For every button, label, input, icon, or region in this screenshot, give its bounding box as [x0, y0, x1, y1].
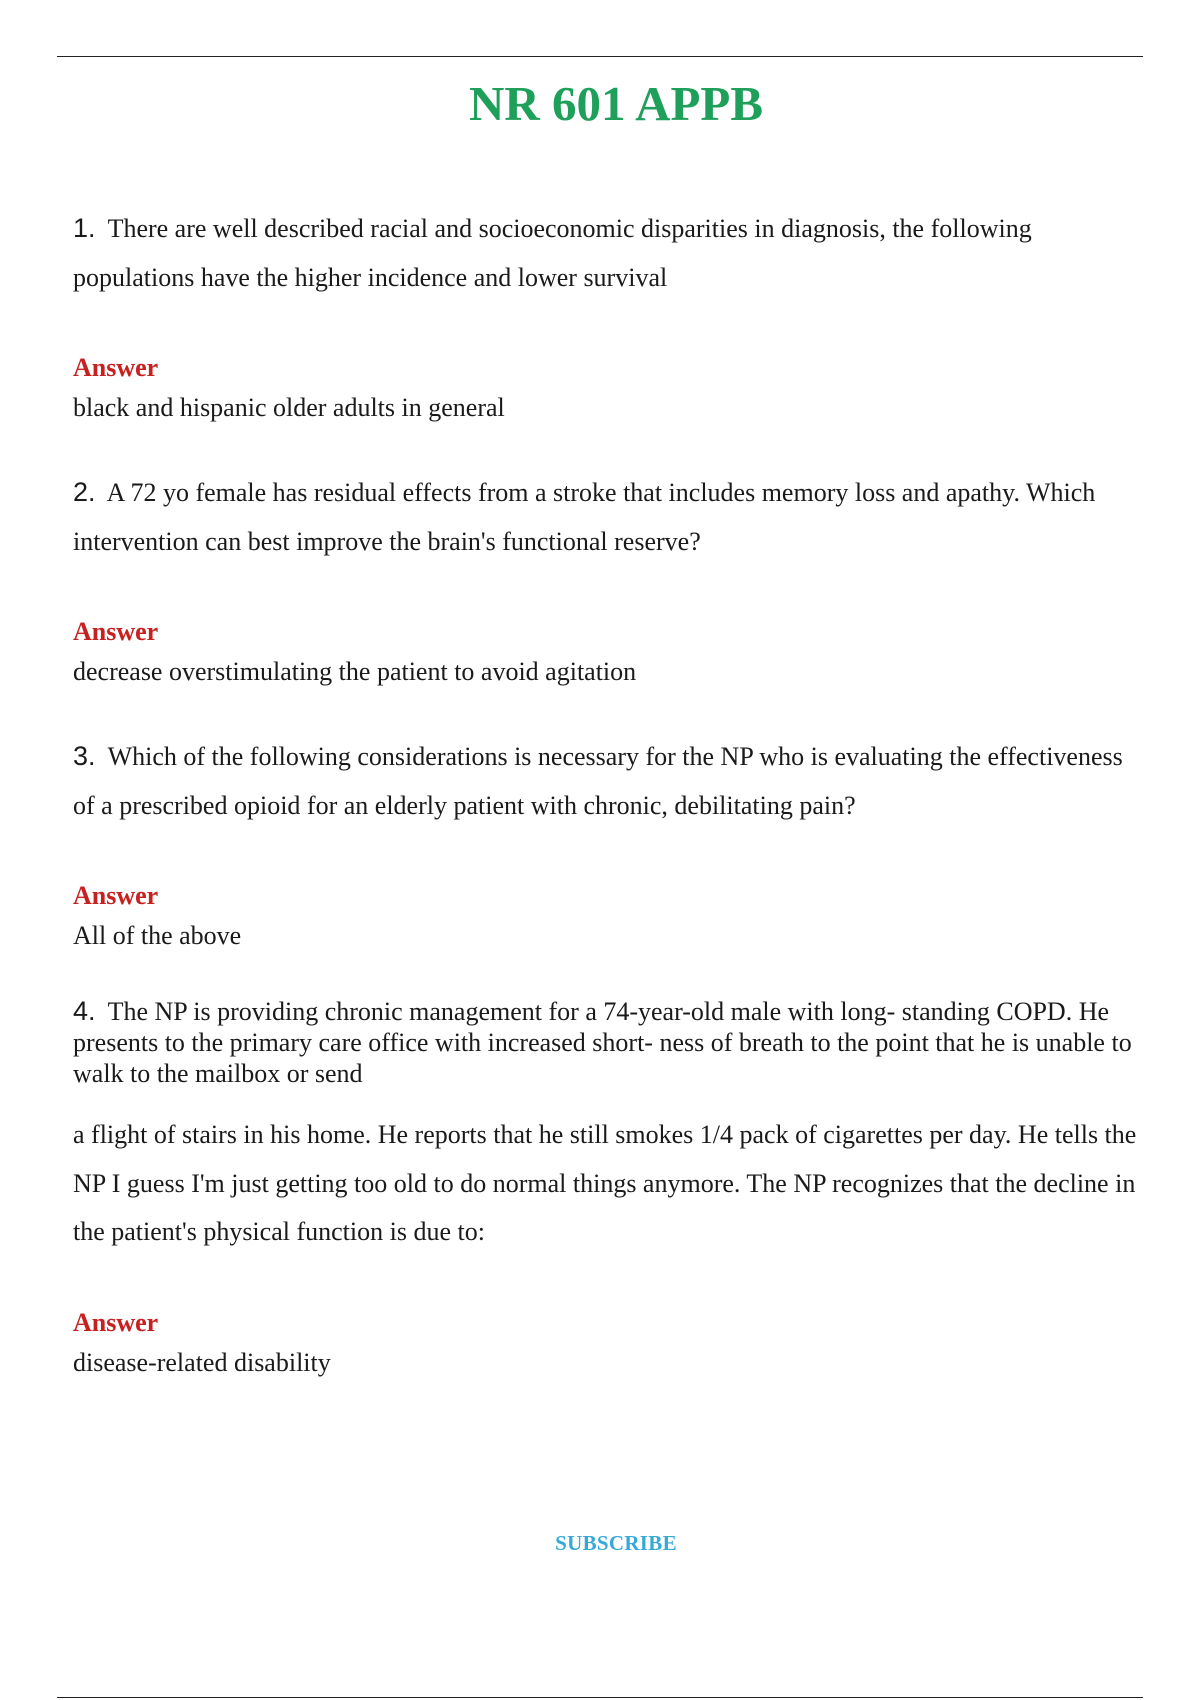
- answer-text: black and hispanic older adults in general: [73, 393, 505, 422]
- document-title: NR 601 APPB: [469, 76, 763, 131]
- subscribe-link[interactable]: SUBSCRIBE: [555, 1531, 677, 1555]
- question-text: Which of the following considerations is necessary for the NP who is evaluating the effectiveness of a prescribed opioid for an elderly patient with chronic, debilitating pain?: [73, 742, 1123, 820]
- answer-label: Answer: [73, 617, 159, 646]
- question-number: 2.: [73, 477, 96, 507]
- answer-text: All of the above: [73, 921, 242, 950]
- answer-label: Answer: [73, 881, 159, 910]
- top-rule: [57, 56, 1143, 57]
- question-text: A 72 yo female has residual effects from a stroke that includes memory loss and apathy. Which intervention can best improve the brain's functional reserve?: [73, 478, 1096, 556]
- answer-label: Answer: [73, 1307, 159, 1337]
- question-text: There are well described racial and socioeconomic disparities in diagnosis, the following populations have the higher incidence and lower survival: [73, 214, 1032, 292]
- question-3: [73, 732, 1148, 830]
- question-4-continuation: a flight of stairs in his home. He reports that he still smokes 1/4 pack of cigarettes per day. He tells the NP I guess I'm just getting too old to do normal things anymore. The NP recognizes that the decline in the patient's physical function is due to:: [73, 1120, 1137, 1246]
- answer-label: Answer: [73, 353, 159, 382]
- question-1: [73, 204, 1148, 302]
- question-2: [73, 468, 1148, 566]
- question-4: [73, 996, 1148, 1089]
- question-number: 1.: [73, 213, 96, 243]
- question-list: [73, 204, 1148, 1383]
- question-number: 3.: [73, 741, 96, 771]
- bottom-rule: [57, 1697, 1143, 1698]
- answer-text: decrease overstimulating the patient to avoid agitation: [73, 657, 637, 686]
- question-text: The NP is providing chronic management for a 74-year-old male with long- standing COPD. He presents to the primary care office with increased short- ness of breath to the point that he is unable to walk to the mailbox or send: [73, 997, 1132, 1088]
- answer-text: disease-related disability: [73, 1347, 331, 1377]
- question-number: 4.: [73, 996, 96, 1026]
